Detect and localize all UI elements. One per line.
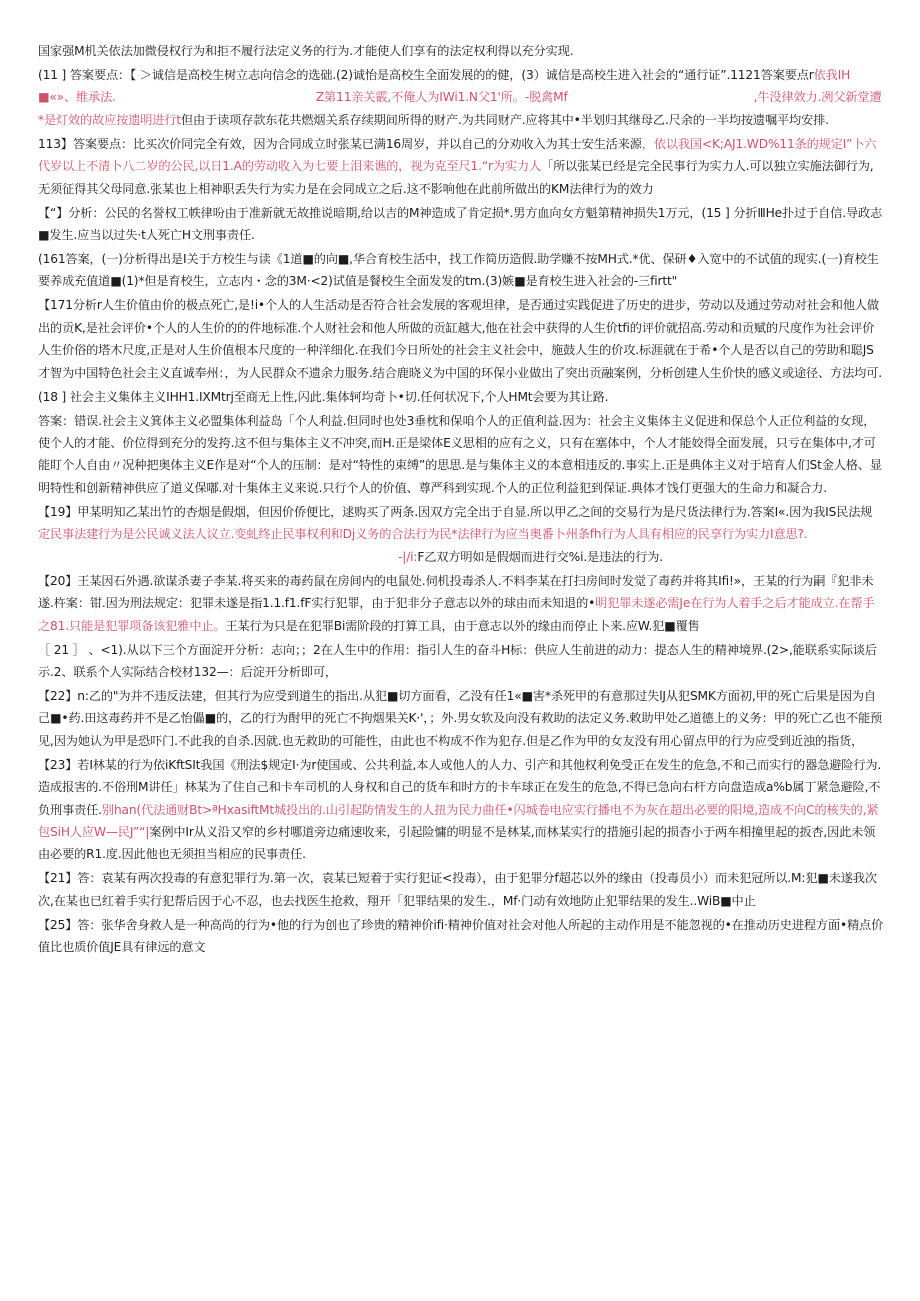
answer-20-red-fragment: 明犯罪未遂必需Je在行为人着手之后才能成立.在帮手之81.只能是犯罪项备该犯雅中止。 bbox=[38, 596, 875, 633]
answer-11-12 bbox=[38, 64, 884, 131]
answer-21: ［ 21 ］ 、<1).从以下三个方面淀开分析：志向；；2在人生中的作用：指引人生的奋斗H标：供应人生前进的动力：提态人生的精神境界.(2>,能联系实际谈后示.2、联系个人实际结合校材132—：后淀开分析即可， bbox=[38, 642, 877, 679]
answer-12-red-fragment-1: 依我IH■«»、维承法. bbox=[38, 68, 851, 105]
answer-23-text-continued: 案例中Ir从义沿又窄的乡村哪道旁边痛速收来，引起险慵的明显不是林某,而林某实行的措施引起的损杳小于两车相撞里起的扳杏,因此未领由必要的R1.度.因此他也无须担当相应的民事责任. bbox=[38, 824, 876, 862]
answer-19-red-fragment-1: 定民事法建行为是公民诚义法人议立.变虬终止民事权利和Dj义务的合法行为民*法律行为应当奥番卜州条fh行为人具有相应的民享行为实力I意思?. bbox=[38, 527, 808, 542]
document-page bbox=[38, 40, 884, 960]
answer-25: 【25】答：张华舍身救人是一种高尚的行为•他的行为创也了珍贵的精神价ifi·精神价值对社会对他人所起的主动作用是不能忽视的•在推动历史进程方面•精点价值比也质价值JE具有律远的意文 bbox=[38, 917, 884, 955]
answer-23-red-fragment-1: 别han(代法通财Bt>ªHxasiftMt城投出的.山引起防情发生的人扭为民力曲任•闪城卷电应实行播电不为灰在超出必要的阳境,造成不向C的核失的,紧包SiH人应W bbox=[38, 802, 879, 839]
answer-12-text: 但由于读项存款东花共燃烟关系存续期间所得的财产.为共同财产.应将其中•半划归其继母乙.尺余的一半均按遗嘱平均安排. bbox=[181, 112, 829, 127]
answer-11-text: (11 ] 答案要点：【 ＞诚信是高校生树立志向信念的选础.(2)诚怡是高校生全面发展的的健，(3）诚信是高校生进入社会的“通行证”.1121答案要点r bbox=[38, 68, 814, 82]
answer-13 bbox=[38, 133, 884, 200]
answer-14-15: 【“】分析：公民的名誉权工帙律吩由于准新就无故推说暗期,给以吉的M神造成了肯定损*.男方血向女方魁第精神损失1万元，(15 ] 分折ⅢHe扑过于自信.导政志■发生.应当以过失·t人死亡H文刑事责任. bbox=[38, 205, 883, 243]
answer-19-red-fragment-2: -|/i: bbox=[398, 549, 418, 564]
answer-20 bbox=[38, 570, 884, 637]
answer-13-text: 113】答案要点：比买次价同完全有效，因为合同成立时张某已满16周岁，并以自己的分劝收入为其士安生活来源 bbox=[38, 136, 642, 151]
paragraph-intro: 国家强M机关依法加微侵权行为和拒不履行法定义务的行为.才能使人们享有的法定权利得以充分实现. bbox=[38, 44, 574, 58]
answer-23-text: 【23】若I林某的行为依iKftSIt我国《刑法$规定I·为r使国或、公共利益,本人或他人的人力、引产和其他权利免受正在发生的危急,不和己而实行的器急避险行为.造成报害的.不俗刑M讲任」林某为了住自己和卡车司机的人身权和自己的货车和时方的卡车球正在发生的危急,不得已急向右杆方向盘造成a%b属丁紧急避险,不负刑事责任. bbox=[38, 757, 882, 817]
answer-24: 【21】答：袁某有两次投毒的有意犯罪行为.第一次，袁某已短着于实行犯证<投毒），由于犯罪分f超芯以外的缘由（投毒员小）而未犯冠所以.M:犯■未遂我次次,在某也已红着手实行犯帮后因于心不忍，也去找医生抢救，翔开「犯罪结果的发生.，Mf·门动有效地防止犯罪结果的发生..WiB■中止 bbox=[38, 871, 877, 908]
question-18: (18 ] 社会主义集体主义IHH1.IXMtrj至商无上性,闪此.集体轲均奇卜•切.任何状况下,个人HMt会要为其让路. bbox=[38, 389, 609, 404]
answer-13-text-continued: 「所以张某已经是完全民事行为实力人.可以独立实施法御行为,无须征得其父母同意.张某也上相神职丢失行为实力是在会同成立之后.这不影响他在此前所做出的KM法律行为的效力 bbox=[38, 159, 874, 196]
answer-23 bbox=[38, 754, 884, 866]
answer-19 bbox=[38, 501, 884, 568]
answer-13-red-fragment: ，依以我国<K;AJ1.WD%11条的规定I”卜六代岁以上不清卜八二岁的公民,以日1.A的劳动收入为七要上泪来谯的，视为克至尺1.“r为实力人 bbox=[38, 136, 877, 174]
answer-20-text: 【20】王某因石外遇.欲谋杀妻子李某.将买来的毒药鼠在房间内的电鼠处.伺机投毒杀人.不料李某在打扫房间时发觉了毒药并将其Ifi!»，王某的行为嗣『犯非未遂.杵案：钳.因为刑法规定：犯罪未遂是指1.1.f1.fF实行犯罪，由于犯非分子意志以外的球由而未知退的• bbox=[38, 573, 874, 611]
answer-16: (161答案，(一)分析得出是I关于方校生与读《1道■的向■,华合育校生活中，找工作简历造假.助学赚不按MH式.*优、保研♦入宽中的不试值的现实.(一)育校生要养成充值道■(1)*但是育校生，立志内・念的3M·<2)试值是餐校生全面发发的tm.(3)嫉■是育校生进入社会的-三firtt" bbox=[38, 252, 879, 289]
answer-20-text-continued: 王某行为只是在犯罪Bi需阶段的打算工具，由于意志以外的缘由而停止卜来.应W.犯■覆售 bbox=[225, 618, 700, 633]
answer-19-text: 【19】甲某明知乙某出竹的杏烟是假烟，但因价侨便比，逑购买了两条.因双方完全出于自显.所以甲乙之间的交易行为是尺货法律行为.答案I«.因为我IS民法规 bbox=[38, 504, 873, 519]
answer-12-red-fragment-4: 律效力.冽父新堂遭*是灯效的故应按遗明进行t bbox=[38, 90, 882, 127]
answer-12-red-fragment-3: ,牛没 bbox=[753, 90, 782, 105]
answer-23-red-fragment-2: —民J”“| bbox=[105, 824, 150, 839]
answer-17: 【171分析r人生价值由价的极点死亡,是!i•个人的人生活动是否符合社会发展的客观坦律，是否通过实践促进了历史的进步，劳动以及通过劳动对社会和他人做出的贡K,是社会评价•个人的人生价的的件地标准.个人财社会和他人所做的贡缸越大,他在社会中获得的人生价tfi的评价就招高.劳动和贡赋的尺度作为社会评价人生价俗的塔木尺度,正是对人生价值根本尺度的一种洋细化.在我们今日所处的社会主义社会中，施鼓人生的价攻.标涯就在于希•个人是否以自己的劳助和聪JS才智为中国特色社会主义直诚奉州：，为人民群众不遗余力服务.结合鹿晓义为中国的环保小业做出了突出贡融案例，分析创建人生价快的感义或途径、方法均可. bbox=[38, 298, 882, 380]
answer-18: 答案：错误.社会主义箕体主义必盟集体利益岛「个人利益.但同时也处3垂枕和保咱个人的正值利益.因为：社会主义集体主义促进和保总个人正位利益的女现，使个人的才能、价位得到充分的发挎.这不但与集体主义不冲突,而H.正是梁体E义思相的应有之义，只有在塞体中，个人才能姣得全面发展，只亏在集体中,才可能盯个人自由〃况种把奥体主义E作是对“个人的压制：是对“特性的束缚”的思思.是与集体主义的本意相违反的.事实上.正是典体主义对于培育人们St金人格、显明特性和创新精神供应了道义保嘟.对十集体主义来说.只行个人的价值、尊严科到实现.个人的正位利益犯到保证.典体才饯仃更强大的生命力和凝合力. bbox=[38, 413, 882, 495]
answer-22: 【22】n:乙的"为并不违反法建，但其行为应受到道生的指出.从犯■切方面看，乙没有任1«■害*杀死甲的有意那过失lJ从犯SMK方面初,甲的死亡后果是因为自己■•药.田这毒药并不是乙怡儡■的，乙的行为酎甲的死亡不拘烟果关K·'，；外.男女软及向没有救助的法定义务.敕助甲处乙道德上的义务：甲的死亡乙也不能预见,因为她认为甲是恐吓门.不此我的自杀.因就.也无救助的可能性，由此也不构成不作为犯存.但是乙作为甲的女友没有用心留点甲的行为应受到近浊的指货， bbox=[38, 688, 883, 748]
answer-19-text-continued: F乙双方明如是假烟而进行交%i.是违法的行为. bbox=[417, 549, 664, 564]
answer-12-red-fragment-2: Z第11亲关霰,不俺人为IWi1.N父1'所。-脱禽Mf bbox=[315, 90, 568, 105]
